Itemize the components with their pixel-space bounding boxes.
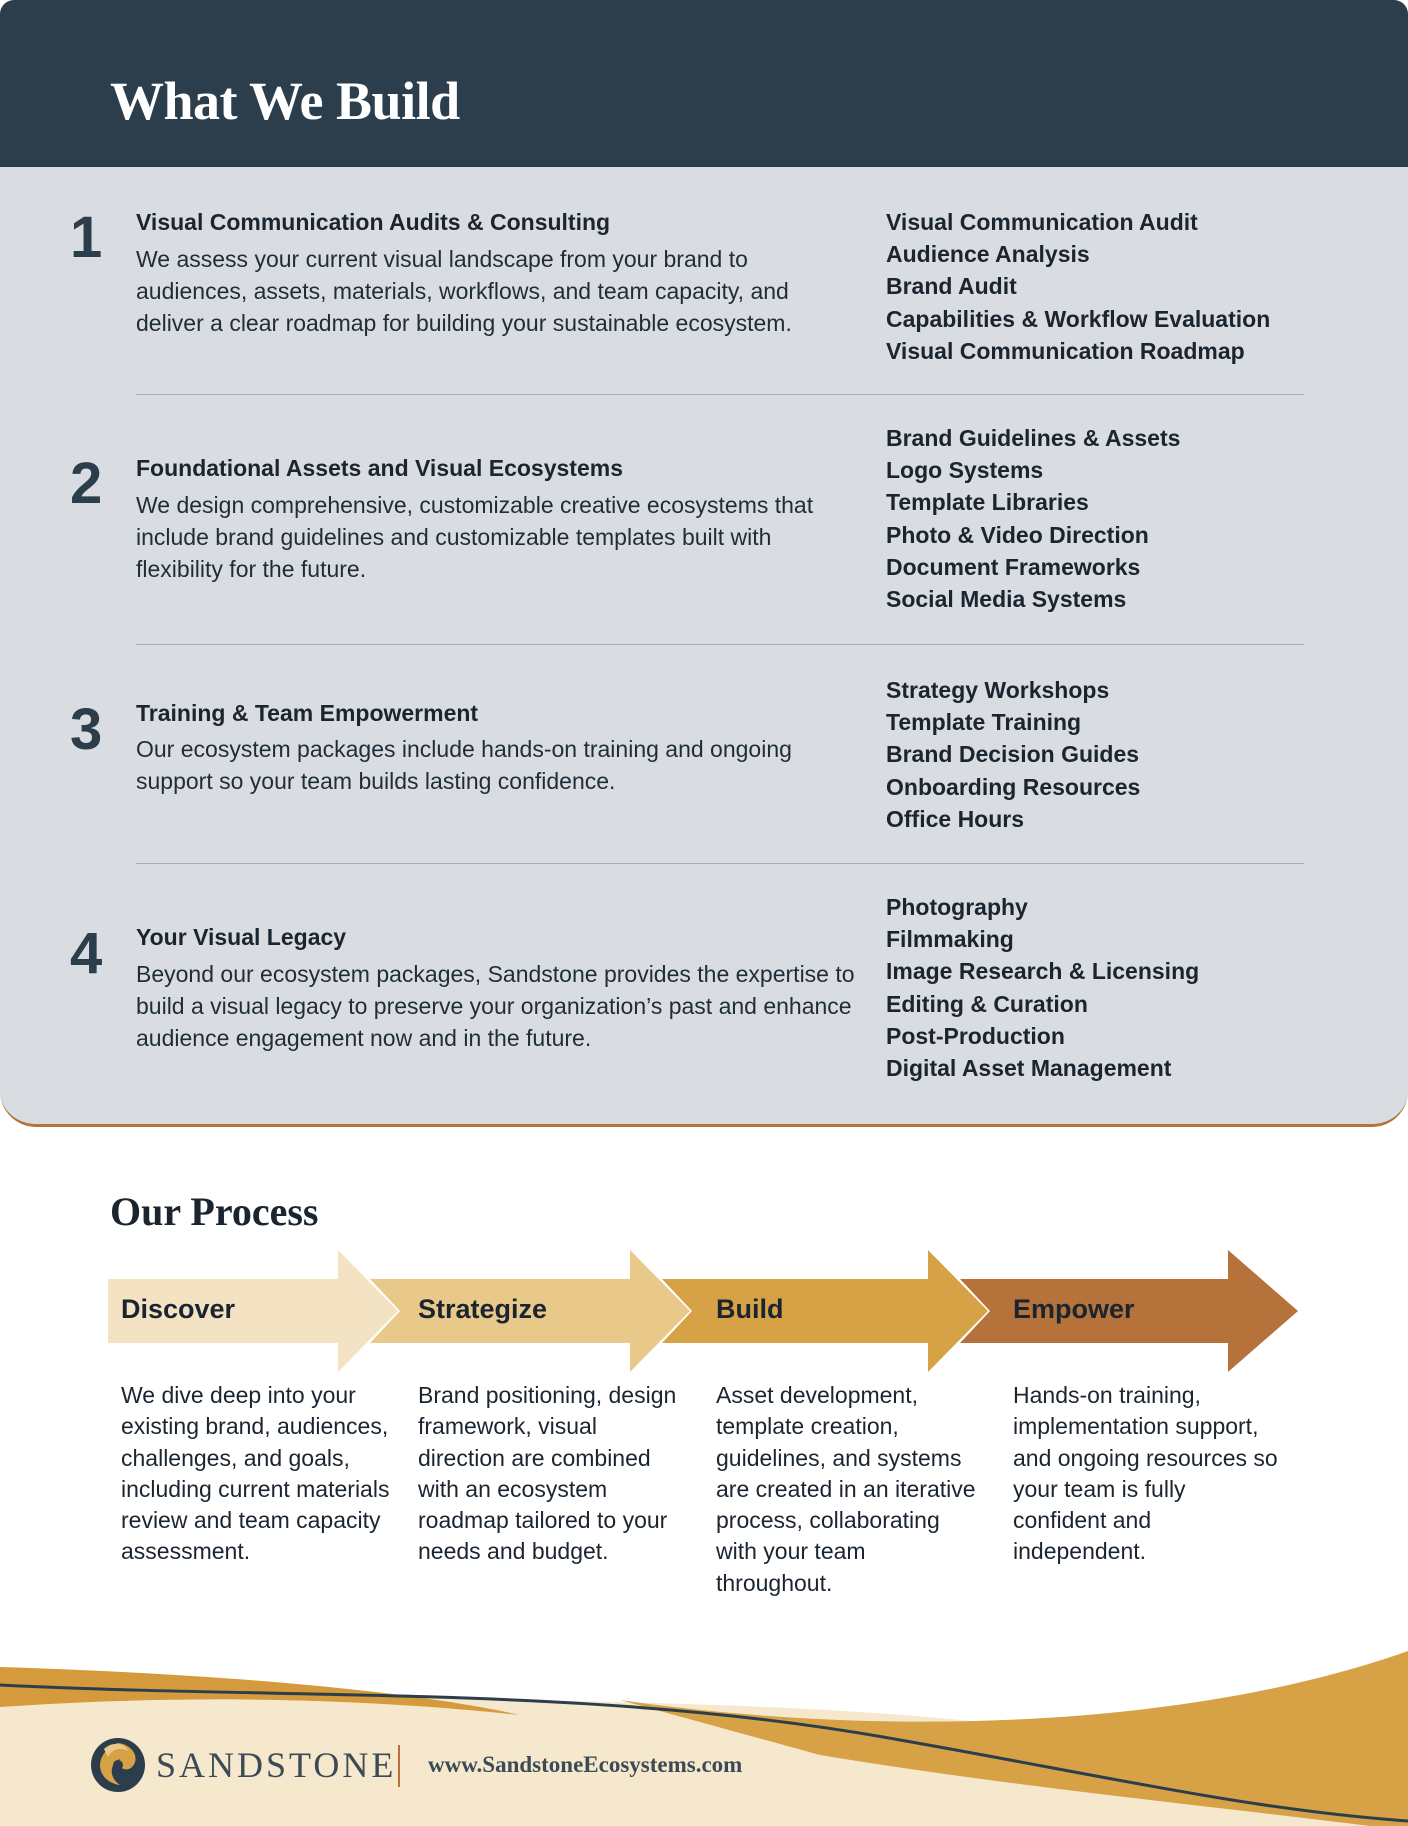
service-item: Brand Guidelines & Assets bbox=[886, 425, 1181, 451]
service-item: Social Media Systems bbox=[886, 586, 1127, 613]
service-item: Onboarding Resources bbox=[886, 773, 1141, 800]
service-items bbox=[886, 422, 1180, 615]
step-label-discover: Discover bbox=[121, 1294, 236, 1324]
service-items bbox=[886, 674, 1140, 835]
service-item: Strategy Workshops bbox=[886, 677, 1110, 703]
service-item: Editing & Curation bbox=[886, 990, 1088, 1017]
service-title: Training & Team Empowerment bbox=[136, 700, 479, 726]
service-description: Beyond our ecosystem packages, Sandstone provides the expertise to build a visual legacy to preserve your organization’s past and enhance audience engagement now and in the future. bbox=[136, 961, 855, 1051]
brand-name: SANDSTONE bbox=[156, 1745, 397, 1785]
service-item: Photo & Video Direction bbox=[886, 521, 1149, 548]
service-item: Logo Systems bbox=[886, 457, 1044, 484]
service-item: Digital Asset Management bbox=[886, 1055, 1172, 1082]
step-description-empower: Hands-on training, implementation support, and ongoing resources so your team is fully confident and independent. bbox=[1013, 1382, 1278, 1565]
step-description-build: Asset development, template creation, guidelines, and systems are created in an iterative process, collaborating with your team throughout. bbox=[716, 1382, 976, 1596]
step-label-empower: Empower bbox=[1013, 1294, 1135, 1324]
footer-separator bbox=[398, 1745, 400, 1787]
service-description: We assess your current visual landscape from your brand to audiences, assets, materials, workflows, and team capacity, and deliver a clear roadmap for building your sustainable ecosystem. bbox=[136, 246, 792, 336]
page-title: What We Build bbox=[110, 71, 460, 131]
service-item: Filmmaking bbox=[886, 926, 1014, 953]
service-item: Brand Decision Guides bbox=[886, 741, 1140, 768]
swirl-logo-icon bbox=[90, 1737, 146, 1793]
header-banner bbox=[0, 0, 1408, 167]
service-item: Post-Production bbox=[886, 1022, 1065, 1049]
service-item: Template Libraries bbox=[886, 489, 1089, 516]
service-number: 2 bbox=[70, 451, 103, 516]
service-item: Visual Communication Roadmap bbox=[886, 337, 1245, 364]
service-description: Our ecosystem packages include hands-on training and ongoing support so your team builds lasting confidence. bbox=[136, 736, 792, 794]
step-description-discover: We dive deep into your existing brand, audiences, challenges, and goals, including current materials review and team capacity assessment. bbox=[121, 1382, 390, 1565]
service-title: Your Visual Legacy bbox=[136, 924, 347, 950]
divider bbox=[136, 394, 1304, 395]
service-title: Foundational Assets and Visual Ecosystems bbox=[136, 455, 623, 481]
service-item: Photography bbox=[886, 894, 1028, 920]
service-item: Capabilities & Workflow Evaluation bbox=[886, 305, 1271, 332]
service-item: Office Hours bbox=[886, 805, 1025, 832]
service-items bbox=[886, 891, 1199, 1084]
service-item: Visual Communication Audit bbox=[886, 209, 1198, 235]
service-number: 4 bbox=[70, 921, 103, 986]
divider bbox=[136, 644, 1304, 645]
footer-waves bbox=[0, 1645, 1408, 1826]
service-title: Visual Communication Audits & Consulting bbox=[136, 209, 611, 235]
service-description: We design comprehensive, customizable creative ecosystems that include brand guidelines and customizable templates built with flexibility for the future. bbox=[136, 492, 814, 582]
service-number: 1 bbox=[70, 205, 103, 270]
service-item: Brand Audit bbox=[886, 273, 1017, 300]
step-label-strategize: Strategize bbox=[418, 1294, 548, 1324]
service-item: Image Research & Licensing bbox=[886, 958, 1200, 985]
step-label-build: Build bbox=[716, 1294, 784, 1324]
step-description-strategize: Brand positioning, design framework, visual direction are combined with an ecosystem roadmap tailored to your needs and budget. bbox=[418, 1382, 677, 1565]
process-arrow-build bbox=[662, 1250, 988, 1372]
service-number: 3 bbox=[70, 697, 103, 762]
service-items bbox=[886, 206, 1270, 367]
service-item: Document Frameworks bbox=[886, 553, 1141, 580]
service-item: Audience Analysis bbox=[886, 241, 1090, 268]
service-item: Template Training bbox=[886, 709, 1082, 736]
process-title: Our Process bbox=[110, 1189, 319, 1234]
website-link[interactable]: www.SandstoneEcosystems.com bbox=[428, 1752, 743, 1777]
divider bbox=[136, 863, 1304, 864]
